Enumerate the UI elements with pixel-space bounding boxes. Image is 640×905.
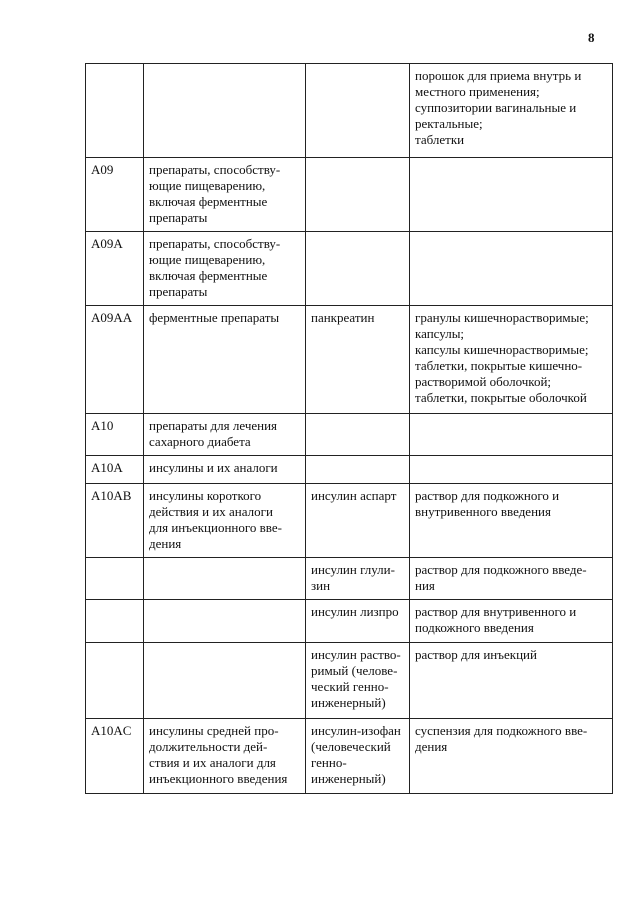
- dosage-form-cell: [410, 232, 613, 306]
- dosage-form-cell: гранулы кишечнорастворимые; капсулы; капсулы кишечнорастворимые; таблетки, покрытые кишечно- растворимой оболочкой; таблетки, покрытые оболочкой: [410, 306, 613, 414]
- drug-name-cell: панкреатин: [306, 306, 410, 414]
- drug-name-cell: инсулин-изофан (человеческий генно- инженерный): [306, 719, 410, 794]
- dosage-form-cell: [410, 456, 613, 484]
- atc-code-cell: A09: [86, 158, 144, 232]
- drug-name-cell: [306, 64, 410, 158]
- dosage-form-cell: раствор для подкожного введе- ния: [410, 558, 613, 600]
- atc-code-cell: [86, 64, 144, 158]
- anatomical-group-cell: [144, 64, 306, 158]
- page-number: 8: [588, 30, 595, 45]
- table-row: [86, 719, 613, 794]
- atc-code-cell: A10: [86, 414, 144, 456]
- table-row: [86, 306, 613, 414]
- atc-code-cell: [86, 643, 144, 719]
- atc-code-cell: A10A: [86, 456, 144, 484]
- anatomical-group-cell: инсулины короткого действия и их аналоги для инъекционного вве- дения: [144, 484, 306, 558]
- anatomical-group-cell: ферментные препараты: [144, 306, 306, 414]
- table-row: [86, 600, 613, 643]
- anatomical-group-cell: препараты, способству- ющие пищеварению, включая ферментные препараты: [144, 232, 306, 306]
- dosage-form-cell: раствор для внутривенного и подкожного введения: [410, 600, 613, 643]
- atc-code-cell: A10AC: [86, 719, 144, 794]
- atc-code-cell: [86, 600, 144, 643]
- drug-name-cell: [306, 414, 410, 456]
- table-row: [86, 414, 613, 456]
- table-row: [86, 456, 613, 484]
- dosage-form-cell: суспензия для подкожного вве- дения: [410, 719, 613, 794]
- drug-name-cell: инсулин лизпро: [306, 600, 410, 643]
- atc-code-cell: A10AB: [86, 484, 144, 558]
- drug-name-cell: инсулин аспарт: [306, 484, 410, 558]
- anatomical-group-cell: [144, 558, 306, 600]
- drug-name-cell: [306, 158, 410, 232]
- table-row: [86, 232, 613, 306]
- drug-name-cell: [306, 456, 410, 484]
- atc-code-cell: A09AA: [86, 306, 144, 414]
- drug-classification-table: [85, 63, 613, 794]
- table-row: [86, 484, 613, 558]
- table-row: [86, 64, 613, 158]
- drug-name-cell: [306, 232, 410, 306]
- anatomical-group-cell: [144, 643, 306, 719]
- table-row: [86, 558, 613, 600]
- dosage-form-cell: порошок для приема внутрь и местного применения; суппозитории вагинальные и ректальные; таблетки: [410, 64, 613, 158]
- anatomical-group-cell: препараты, способству- ющие пищеварению, включая ферментные препараты: [144, 158, 306, 232]
- anatomical-group-cell: [144, 600, 306, 643]
- anatomical-group-cell: инсулины средней про- должительности дей- ствия и их аналоги для инъекционного введения: [144, 719, 306, 794]
- table-row: [86, 158, 613, 232]
- table-row: [86, 643, 613, 719]
- anatomical-group-cell: препараты для лечения сахарного диабета: [144, 414, 306, 456]
- dosage-form-cell: раствор для подкожного и внутривенного введения: [410, 484, 613, 558]
- dosage-form-cell: [410, 158, 613, 232]
- drug-name-cell: инсулин раство- римый (челове- ческий генно- инженерный): [306, 643, 410, 719]
- anatomical-group-cell: инсулины и их аналоги: [144, 456, 306, 484]
- atc-code-cell: A09A: [86, 232, 144, 306]
- dosage-form-cell: раствор для инъекций: [410, 643, 613, 719]
- dosage-form-cell: [410, 414, 613, 456]
- atc-code-cell: [86, 558, 144, 600]
- drug-name-cell: инсулин глули- зин: [306, 558, 410, 600]
